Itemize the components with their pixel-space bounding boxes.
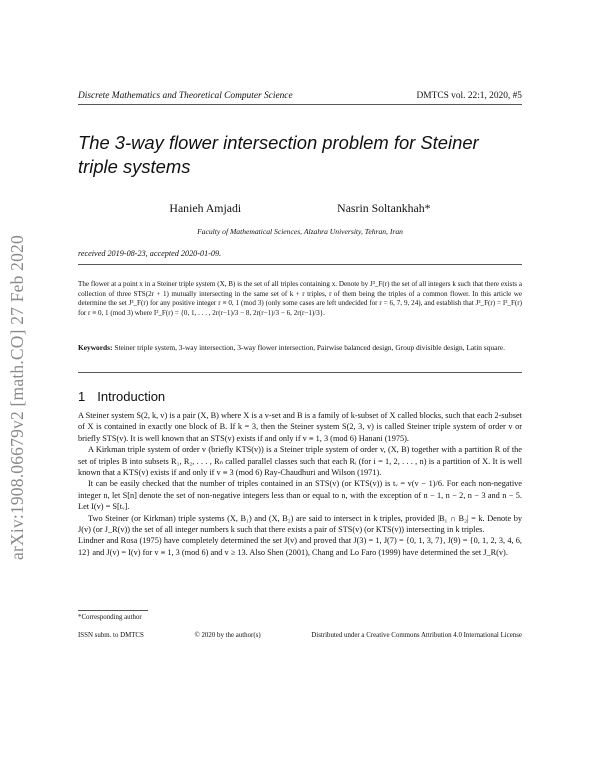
issn: ISSN subm. to DMTCS [78,632,144,639]
author-name: Nasrin Soltankhah* [337,201,431,215]
abstract-top-rule [78,264,522,265]
journal-citation: DMTCS vol. 22:1, 2020, #5 [416,91,522,101]
section-heading [78,389,165,404]
keywords-text: Steiner triple system, 3-way intersection, 3-way flower intersection, Pairwise balanced design, Group divisible design, Latin square. [114,343,505,352]
footnote-rule [78,610,148,611]
paragraph: A Steiner system S(2, k, v) is a pair (X, B) where X is a v-set and B is a family of k-subset of X called blocks, such that each 2-subset of X is contained in exactly one block of B. If k = 3, then the Steiner system S(2, 3, v) is called Steiner triple system of order v or briefly STS(v). It is well known that an STS(v) exists if and only if v ≡ 1, 3 (mod 6) Hanani (1975). [78,411,522,443]
abstract: The flower at a point x in a Steiner triple system (X, B) is the set of all triples containing x. Denote by J³_F(r) the set of all integers k such that there exists a collection of three STS(2r + 1) mutually intersecting in the same set of k + r triples, r of them being the triples of a common flower. In this article we determine the set J³_F(r) for any positive integer r ≡ 0, 1 (mod 3) (only some cases are left undecided for r = 6, 7, 9, 24), and establish that J³_F(r) = I³_F(r) for r ≡ 0, 1 (mod 3) where I³_F(r) = {0, 1, . . . , 2r(r−1)/3 − 8, 2r(r−1)/3 − 6, 2r(r−1)/3}. [78,280,522,317]
paragraph: It can be easily checked that the number of triples contained in an STS(v) (or KTS(v)) is tᵥ = v(v − 1)/6. For each non-negative integer n, let S[n] denote the set of non-negative integers less than or equal to n, with the exception of n − 1, n − 2, n − 3 and n − 5. Let I(v) = S[tᵥ]. [78,479,522,512]
section-number: 1 [78,389,86,404]
arxiv-identifier: arXiv:1908.06679v2 [math.CO] 27 Feb 2020 [7,235,27,560]
license: Distributed under a Creative Commons Attribution 4.0 International License [311,632,522,639]
keywords-label: Keywords: [78,343,113,352]
copyright: © 2020 by the author(s) [194,632,261,639]
paragraph: Lindner and Rosa (1975) have completely determined the set J(v) and proved that J(3) = 1, J(7) = {0, 1, 3, 7}, J(9) = {0, 1, 2, 3, 4, 6, 12} and J(v) = I(v) for v ≡ 1, 3 (mod 6) and v ≥ 13. Also Shen (2001), Chang and Lo Faro (1999) have determined the set J_R(v). [78,536,522,557]
received-dates: received 2019-08-23, accepted 2020-01-09. [78,249,222,258]
keywords [78,343,522,353]
footnote: *Corresponding author [78,614,142,621]
author-name: Hanieh Amjadi [169,201,242,215]
header-rule [78,104,522,105]
paper-title: The 3-way flower intersection problem for Steiner triple systems [78,132,479,177]
page-footer [78,632,522,639]
section-body [78,410,522,558]
paragraph: A Kirkman triple system of order v (briefly KTS(v)) is a Steiner triple system of order v, (X, B) together with a partition R of the set of triples B into subsets R₁, R₂, . . . , Rₙ called parallel classes such that each Rᵢ (for i = 1, 2, . . . , n) is a partition of X. It is well known that a KTS(v) exists if and only if v ≡ 3 (mod 6) Ray-Chaudhuri and Wilson (1971). [78,445,522,478]
journal-name: Discrete Mathematics and Theoretical Computer Science [78,91,293,101]
running-header [78,91,522,101]
author-list [78,201,522,216]
section-title: Introduction [97,389,166,404]
paragraph: Two Steiner (or Kirkman) triple systems (X, B₁) and (X, B₂) are said to intersect in k triples, provided |B₁ ∩ B₂| = k. Denote by J(v) (or J_R(v)) the set of all integer numbers k such that there exists a pair of STS(v) (or KTS(v)) intersecting in k triples. [78,513,522,535]
affiliation: Faculty of Mathematical Sciences, Alzahra University, Tehran, Iran [197,227,403,236]
abstract-bottom-rule [78,372,522,373]
